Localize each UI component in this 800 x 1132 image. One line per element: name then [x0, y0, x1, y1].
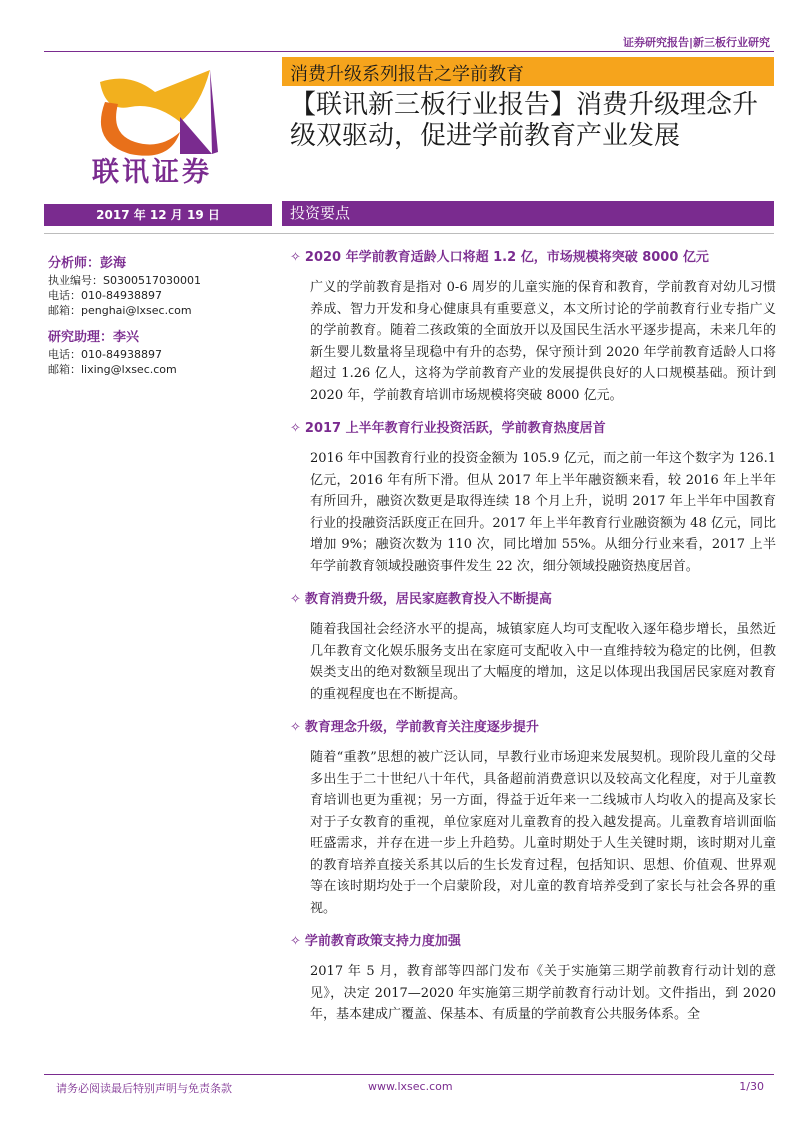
- diamond-bullet-icon: ✧: [290, 934, 301, 949]
- website-link[interactable]: www.lxsec.com: [368, 1080, 453, 1093]
- diamond-bullet-icon: ✧: [290, 250, 301, 265]
- diamond-bullet-icon: ✧: [290, 720, 301, 735]
- section-body: 2017 年 5 月，教育部等四部门发布《关于实施第三期学前教育行动计划的意见》，决定 2017—2020 年实施第三期学前教育行动计划。文件指出，到 2020 年，基本建成广覆盖、保基本、有质量的学前教育公共服务体系。全: [310, 964, 776, 1022]
- section-body: 随着我国社会经济水平的提高，城镇家庭人均可支配收入逐年稳步增长，虽然近几年教育文化娱乐服务支出在家庭可支配收入中一直维持较为稳定的比例，但教娱类支出的绝对数额呈现出了大幅度的增加，这足以体现出我国居民家庭对教育的重视程度也在不断提高。: [310, 622, 776, 702]
- section-heading: ✧ 教育消费升级，居民家庭教育投入不断提高: [290, 592, 552, 607]
- section-heading: ✧ 教育理念升级，学前教育关注度逐步提升: [290, 720, 539, 735]
- footer-divider: [44, 1074, 774, 1075]
- analyst-block: [48, 252, 278, 318]
- assistant-name: 研究助理：李兴: [48, 330, 140, 345]
- series-label: 消费升级系列报告之学前教育: [282, 57, 774, 86]
- page-number: 1/30: [739, 1080, 764, 1093]
- diamond-bullet-icon: ✧: [290, 592, 301, 607]
- assistant-email[interactable]: 邮箱：lixing@lxsec.com: [48, 363, 177, 376]
- report-title: 【联讯新三板行业报告】消费升级理念升级双驱动，促进学前教育产业发展: [290, 90, 759, 151]
- header-divider: [44, 51, 774, 52]
- section-heading: ✧ 2017 上半年教育行业投资活跃，学前教育热度居首: [290, 421, 606, 436]
- section-body: 随着“重教”思想的被广泛认同，早教行业市场迎来发展契机。现阶段儿童的父母多出生于二十世纪八十年代，具备超前消费意识以及较高文化程度，对于儿童教育培训也更为重视；另一方面，得益于近年来一二线城市人均收入的提高及家长对于子女教育的重视，单位家庭对儿童教育的投入越发提高。儿童教育培训面临旺盛需求，并存在进一步上升趋势。儿童时期处于人生关键时期，该时期对儿童的教育培养直接关系其以后的生长发育过程，包括知识、思想、价值观、世界观等在该时期均处于一个启蒙阶段，对儿童的教育培养受到了家长与社会各界的重视。: [310, 750, 776, 916]
- assistant-block: [48, 326, 278, 377]
- report-date: 2017 年 12 月 19 日: [44, 204, 272, 226]
- section-title: 投资要点: [282, 201, 774, 226]
- logo-company-name: 联讯证券: [92, 157, 212, 188]
- assistant-phone: 电话：010-84938897: [48, 348, 162, 361]
- section-heading: ✧ 2020 年学前教育适龄人口将超 1.2 亿，市场规模将突破 8000 亿元: [290, 250, 709, 265]
- section-body: 2016 年中国教育行业的投资金额为 105.9 亿元，而之前一年这个数字为 126.1 亿元，2016 年有所下滑。但从 2017 年上半年融资额来看，较 2016 年上半年有所回升，融资次数更是取得连续 18 个月上升，说明 2017 年上半年中国教育行业的投融资活跃度正在回升。2017 年上半年教育行业融资额为 48 亿元，同比增加 9%；融资次数为 110 次，同比增加 55%。从细分行业来看，2017 上半年学前教育领域投融资事件发生 22 次，细分领域投融资热度居首。: [310, 451, 776, 574]
- report-category: 证券研究报告|新三板行业研究: [622, 36, 770, 49]
- diamond-bullet-icon: ✧: [290, 421, 301, 436]
- analyst-email[interactable]: 邮箱：penghai@lxsec.com: [48, 304, 192, 317]
- analyst-name: 分析师：彭海: [48, 256, 127, 271]
- analyst-license: 执业编号：S0300517030001: [48, 274, 201, 287]
- disclaimer-link[interactable]: 请务必阅读最后特别声明与免责条款: [56, 1082, 232, 1095]
- section-divider: [44, 233, 774, 234]
- analyst-phone: 电话：010-84938897: [48, 289, 162, 302]
- section-heading: ✧ 学前教育政策支持力度加强: [290, 934, 461, 949]
- section-body: 广义的学前教育是指对 0-6 周岁的儿童实施的保育和教育，学前教育对幼儿习惯养成、智力开发和身心健康具有重要意义，本文所讨论的学前教育行业专指广义的学前教育。随着二孩政策的全面放开以及国民生活水平逐步提高，未来几年的新生婴儿数量将呈现稳中有升的态势，保守预计到 2020 年学前教育适龄人口将超过 1.26 亿人，这将为学前教育产业的发展提供良好的人口规模基础。预计到 2020 年，学前教育培训市场规模将突破 8000 亿元。: [310, 280, 776, 403]
- investment-highlights: [290, 246, 776, 1037]
